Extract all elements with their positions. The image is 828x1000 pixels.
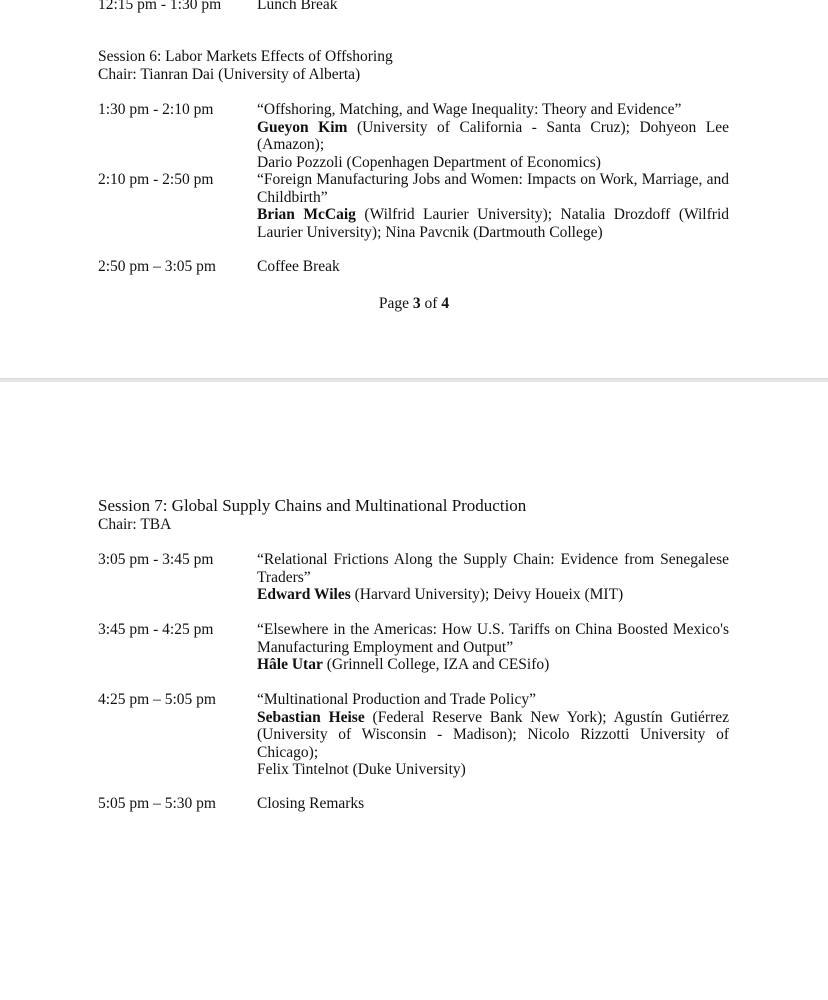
talk-title: “Offshoring, Matching, and Wage Inequality: Theory and Evidence” [257, 101, 682, 118]
session-6-title: Session 6: Labor Markets Effects of Offshoring [98, 48, 393, 65]
talk-time: 1:30 pm - 2:10 pm [98, 101, 214, 118]
talk-time: 3:05 pm - 3:45 pm [98, 551, 214, 568]
talk-authors: Brian McCaig (Wilfrid Laurier University); Natalia Drozdoff (Wilfrid [257, 206, 729, 223]
talk-authors-cont: Felix Tintelnot (Duke University) [257, 761, 466, 778]
coffee-label: Coffee Break [257, 258, 340, 275]
coffee-time: 2:50 pm – 3:05 pm [98, 258, 216, 275]
talk-authors-cont: (University of Wisconsin - Madison); Nicolo Rizzotti University of Chicago); [257, 726, 729, 761]
talk-title-cont: Manufacturing Employment and Output” [257, 638, 514, 656]
talk-authors: Edward Wiles (Harvard University); Deivy Houeix (MIT) [257, 586, 624, 603]
talk-authors: Sebastian Heise (Federal Reserve Bank New York); Agustín Gutiérrez [257, 708, 729, 726]
closing-time: 5:05 pm – 5:30 pm [98, 795, 216, 812]
presenter-name: Sebastian Heise [257, 708, 365, 726]
presenter-name: Gueyon Kim [257, 118, 348, 136]
talk-entry [257, 621, 729, 674]
talk-title: “Relational Frictions Along the Supply Chain: Evidence from Senegalese [257, 551, 729, 568]
talk-title-cont: Childbirth” [257, 188, 328, 206]
lunch-label: Lunch Break [257, 0, 338, 13]
session-6-chair: Chair: Tianran Dai (University of Alberta) [98, 66, 361, 83]
talk-entry [257, 171, 729, 241]
talk-authors-cont: Dario Pozzoli (Copenhagen Department of Economics) [257, 153, 601, 171]
talk-time: 3:45 pm - 4:25 pm [98, 621, 214, 638]
talk-authors-cont: Laurier University); Nina Pavcnik (Dartmouth College) [257, 223, 603, 241]
talk-time: 2:10 pm - 2:50 pm [98, 171, 214, 188]
session-7-title: Session 7: Global Supply Chains and Multinational Production [98, 496, 527, 515]
talk-entry [257, 551, 729, 604]
page-number: 3 [412, 295, 421, 312]
talk-title: “Multinational Production and Trade Policy” [257, 691, 536, 708]
presenter-name: Edward Wiles [257, 586, 351, 603]
page-3 [0, 0, 828, 378]
talk-entry [257, 101, 729, 171]
presenter-name: Hâle Utar [257, 656, 323, 673]
talk-title: “Elsewhere in the Americas: How U.S. Tariffs on China Boosted Mexico's [257, 621, 729, 638]
page-footer: Page 3 of 4 [378, 295, 450, 312]
session-7-chair: Chair: TBA [98, 516, 172, 533]
page-4 [0, 382, 828, 1000]
talk-time: 4:25 pm – 5:05 pm [98, 691, 216, 708]
page-total: 4 [441, 295, 450, 312]
talk-title-cont: Traders” [257, 568, 311, 586]
talk-title: “Foreign Manufacturing Jobs and Women: Impacts on Work, Marriage, and [257, 171, 729, 188]
talk-authors: Gueyon Kim (University of California - Santa Cruz); Dohyeon Lee (Amazon); [257, 118, 729, 153]
lunch-time: 12:15 pm - 1:30 pm [98, 0, 222, 13]
talk-entry [257, 691, 729, 779]
talk-authors: Hâle Utar (Grinnell College, IZA and CESifo) [257, 656, 550, 673]
presenter-name: Brian McCaig [257, 206, 356, 223]
closing-label: Closing Remarks [257, 795, 365, 812]
